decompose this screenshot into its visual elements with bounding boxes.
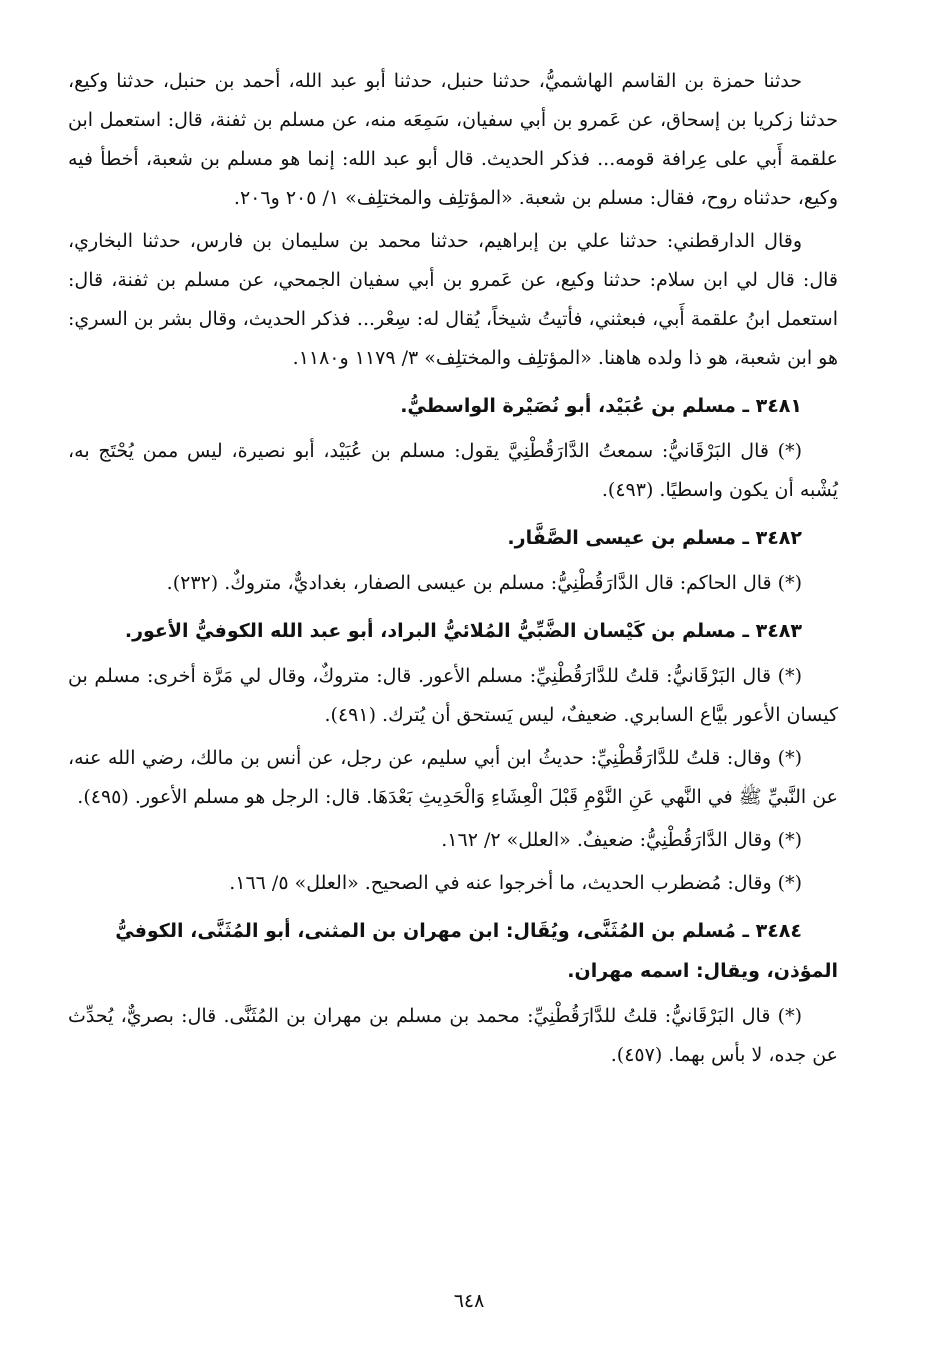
paragraph: حدثنا حمزة بن القاسم الهاشميُّ، حدثنا حنبل، حدثنا أبو عبد الله، أحمد بن حنبل، حدثنا وكيع، حدثنا زكريا بن إسحاق، عن عَمرو بن أبي سفيان، سَمِعَه منه، عن مسلم بن ثفنة، قال: استعمل ابن علقمة أَبي على عِرافة قومه... فذكر الحديث. قال أبو عبد الله: إنما هو مسلم بن شعبة، أخطأ فيه وكيع، حدثناه روح، فقال: مسلم بن شعبة. «المؤتلِف والمختلِف» ١/ ٢٠٥ و٢٠٦. <box>68 70 838 209</box>
page-number: ٦٤٨ <box>453 1290 485 1312</box>
entry-heading: ٣٤٨٤ ـ مُسلم بن المُثَنَّى، ويُقَال: ابن مهران بن المثنى، أبو المُثَنَّى، الكوفيُّ المؤذن، ويقال: اسمه مهران. <box>115 920 838 982</box>
paragraph: (*) قال البَرْقَانيُّ: قلتُ للدَّارَقُطْنِيِّ: محمد بن مسلم بن مهران بن المُثَنَّى. قال: بصريٌّ، يُحدِّث عن جده، لا بأس بهما. (٤٥٧). <box>68 1005 838 1066</box>
paragraph: (*) قال البَرْقَانيُّ: قلتُ للدَّارَقُطْنِيِّ: مسلم الأعور. قال: متروكٌ، وقال لي مَرَّة أخرى: مسلم بن كيسان الأعور بيَّاع السابري. ضعيفٌ، ليس يَستحق أن يُترك. (٤٩١). <box>68 665 838 726</box>
entry-heading: ٣٤٨٢ ـ مسلم بن عيسى الصَّفَّار. <box>507 527 802 549</box>
entry-heading: ٣٤٨٣ ـ مسلم بن كَيْسان الضَّبِّيُّ المُلائيُّ البراد، أبو عبد الله الكوفيُّ الأعور. <box>124 620 802 642</box>
paragraph: (*) قال البَرْقَانيُّ: سمعتُ الدَّارَقُطْنِيَّ يقول: مسلم بن عُبَيْد، أبو نصيرة، ليس ممن يُحْتَج به، يُشْبه أن يكون واسطيًا. (٤٩٣). <box>68 440 838 501</box>
paragraph: (*) قال الحاكم: قال الدَّارَقُطْنِيُّ: مسلم بن عيسى الصفار، بغداديٌّ، متروكٌ. (٢٣٢). <box>166 572 802 594</box>
paragraph: (*) وقال: مُضطرب الحديث، ما أخرجوا عنه في الصحيح. «العلل» ٥/ ١٦٦. <box>229 872 802 894</box>
entry-heading: ٣٤٨١ ـ مسلم بن عُبَيْد، أبو نُصَيْرة الواسطيُّ. <box>400 395 802 417</box>
paragraph: (*) وقال: قلتُ للدَّارَقُطْنِيِّ: حديثُ ابن أبي سليم، عن رجل، عن أنس بن مالك، رضي الله عنه، عن النَّبيِّ ﷺ في النَّهي عَنِ النَّوْمِ قَبْلَ الْعِشَاءِ وَالْحَدِيثِ بَعْدَهَا. قال: الرجل هو مسلم الأعور. (٤٩٥). <box>68 747 838 808</box>
paragraph: (*) وقال الدَّارَقُطْنِيُّ: ضعيفٌ. «العلل» ٢/ ١٦٢. <box>441 829 802 851</box>
paragraph: وقال الدارقطني: حدثنا علي بن إبراهيم، حدثنا محمد بن سليمان بن فارس، حدثنا البخاري، قال: قال لي ابن سلام: حدثنا وكيع، عن عَمرو بن أبي سفيان الجمحي، عن مسلم بن ثفنة، قال: استعمل ابنُ علقمة أَبي، فبعثني، فأتيتُ شيخاً، يُقال له: سِعْر... فذكر الحديث، وقال بشر بن السري: هو ابن شعبة، هو ذا ولده هاهنا. «المؤتلِف والمختلِف» ٣/ ١١٧٩ و١١٨٠. <box>68 230 838 369</box>
